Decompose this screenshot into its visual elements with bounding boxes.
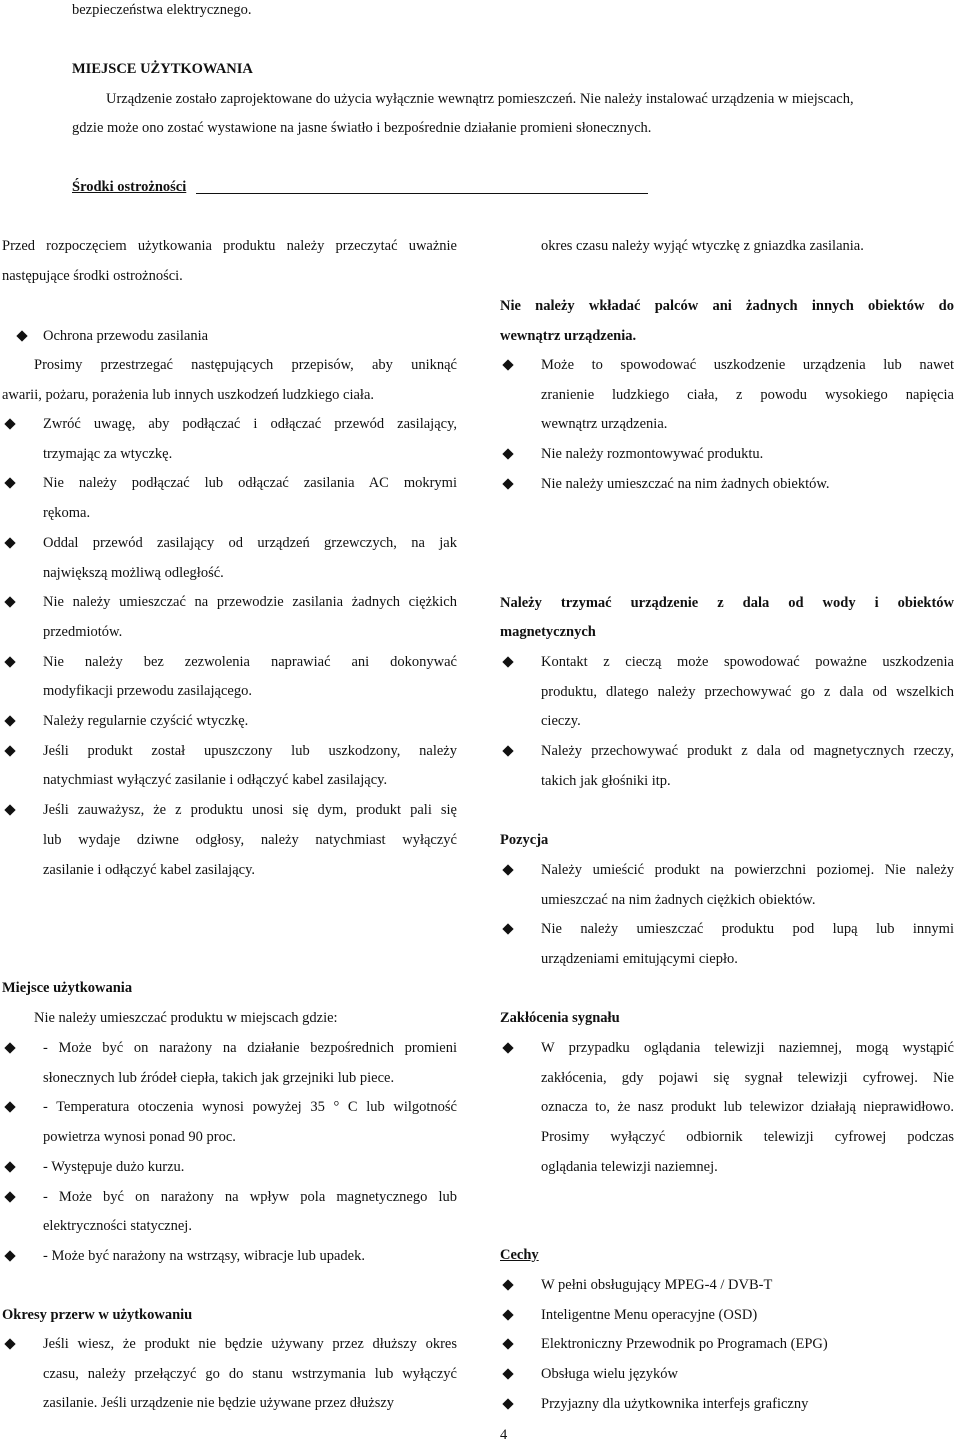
pozycja-item-0-line-1: umieszczać na nim żadnych ciężkich obiektów. (541, 891, 816, 908)
power-cord-item-5-line-0: Należy regularnie czyścić wtyczkę. (43, 713, 249, 729)
woda-item-0-line-1: produktu, dlatego należy przechowywać go z dala od wszelkich (541, 683, 954, 700)
power-cord-item-7-line-1: lub wydaje dziwne odgłosy, należy natychmiast wyłączyć (43, 831, 457, 848)
mu-bullet-icon (4, 1042, 16, 1054)
intro-line-2: następujące środki ostrożności. (2, 268, 183, 284)
mu-item-3-line-0: - Może być on narażony na wpływ pola magnetycznego lub (43, 1188, 457, 1205)
cechy-item-0-line-0: W pełni obsługujący MPEG-4 / DVB-T (541, 1277, 773, 1293)
power-cord-item-0-line-1: trzymając za wtyczkę. (43, 445, 173, 462)
zaklocenia-title: Zakłócenia sygnału (500, 1010, 620, 1026)
woda-title-line-2: magnetycznych (500, 624, 596, 640)
power-cord-item-4-line-0: Nie należy bez zezwolenia naprawiać ani dokonywać (43, 653, 457, 670)
page-number: 4 (500, 1427, 508, 1443)
ochrona-para-line-1: Prosimy przestrzegać następujących przepisów, aby uniknąć (34, 357, 457, 373)
okresy-title: Okresy przerw w użytkowaniu (2, 1307, 193, 1323)
woda-bullet-icon (502, 745, 514, 757)
mu-item-3-line-1: elektryczności statycznej. (43, 1218, 192, 1235)
mu-intro: Nie należy umieszczać produktu w miejscach gdzie: (34, 1010, 338, 1026)
top-line: bezpieczeństwa elektrycznego. (72, 2, 252, 18)
woda-item-1-line-1: takich jak głośniki itp. (541, 772, 671, 789)
power-cord-item-7-line-0: Jeśli zauważysz, że z produktu unosi się dym, produkt pali się (43, 802, 457, 819)
cechy-title: Cechy (500, 1247, 539, 1263)
zaklocenia-item-0-line-1: zakłócenia, gdy pojawi się sygnał telewizji cyfrowej. Nie (541, 1069, 954, 1086)
palcow-item-0-line-0: Może to spowodować uszkodzenie urządzenia lub nawet (541, 357, 954, 373)
power-cord-bullet-icon (4, 537, 16, 549)
pozycja-bullet-icon (502, 864, 514, 876)
palcow-bullet-icon (502, 478, 514, 490)
cechy-bullet-icon (502, 1309, 514, 1321)
pozycja-title: Pozycja (500, 832, 549, 848)
power-cord-item-1-line-1: rękoma. (43, 505, 91, 522)
zaklocenia-item-0-line-2: oznacza to, że nasz produkt lub telewizor działają nieprawidłowo. (541, 1099, 954, 1116)
mu-item-1-line-0: - Temperatura otoczenia wynosi powyżej 35 ° C lub wilgotność (43, 1099, 457, 1116)
mu-item-1-line-1: powietrza wynosi ponad 90 proc. (43, 1129, 236, 1146)
power-cord-bullet-icon (4, 596, 16, 608)
okresy-item-0-line-2: zasilanie. Jeśli urządzenie nie będzie używane przez dłuższy (43, 1395, 395, 1412)
okresy-item-0-line-0: Jeśli wiesz, że produkt nie będzie używany przez dłuższy okres (43, 1336, 457, 1352)
mu-bullet-icon (4, 1161, 16, 1173)
palcow-bullet-icon (502, 448, 514, 460)
ochrona-bullet-icon (16, 330, 28, 342)
palcow-item-0-line-1: zranienie ludzkiego ciała, z powodu wysokiego napięcia (541, 386, 954, 403)
power-cord-item-0-line-0: Zwróć uwagę, aby podłączać i odłączać przewód zasilający, (43, 416, 457, 432)
woda-item-1-line-0: Należy przechowywać produkt z dala od magnetycznych rzeczy, (541, 743, 954, 760)
cechy-bullet-icon (502, 1279, 514, 1291)
woda-title-line-1: Należy trzymać urządzenie z dala od wody i obiektów (500, 595, 954, 611)
mu-item-4-line-0: - Może być narażony na wstrząsy, wibracje lub upadek. (43, 1247, 365, 1264)
power-cord-item-2-line-0: Oddal przewód zasilający od urządzeń grzewczych, na jak (43, 534, 457, 551)
srodki-title: Środki ostrożności (72, 179, 187, 195)
cechy-item-4-line-0: Przyjazny dla użytkownika interfejs graficzny (541, 1395, 809, 1412)
pozycja-item-0-line-0: Należy umieścić produkt na powierzchni poziomej. Nie należy (541, 862, 954, 878)
palcow-item-1-line-0: Nie należy rozmontowywać produktu. (541, 446, 764, 463)
mu-bullet-icon (4, 1191, 16, 1203)
zaklocenia-item-0-line-4: oglądania telewizji naziemnej. (541, 1158, 718, 1175)
power-cord-item-1-line-0: Nie należy podłączać lub odłączać zasilania AC mokrymi (43, 475, 457, 492)
power-cord-item-3-line-0: Nie należy umieszczać na przewodzie zasilania żadnych ciężkich (43, 594, 457, 611)
mu-title: Miejsce użytkowania (2, 980, 133, 996)
power-cord-bullet-icon (4, 418, 16, 430)
cechy-item-1-line-0: Inteligentne Menu operacyjne (OSD) (541, 1306, 758, 1323)
cechy-bullet-icon (502, 1368, 514, 1380)
power-cord-bullet-icon (4, 804, 16, 816)
miejsce-para-line-2: gdzie może ono zostać wystawione na jasne światło i bezpośrednie działanie promieni słonecznych. (72, 120, 652, 136)
okresy-item-0-line-1: czasu, należy przełączyć go do stanu wstrzymania lub wyłączyć (43, 1365, 457, 1382)
power-cord-bullet-icon (4, 715, 16, 727)
miejsce-title: MIEJSCE UŻYTKOWANIA (72, 61, 253, 77)
intro-line-1: Przed rozpoczęciem użytkowania produktu należy przeczytać uważnie (2, 238, 457, 254)
mu-bullet-icon (4, 1250, 16, 1262)
zaklocenia-item-0-line-0: W przypadku oglądania telewizji naziemnej, mogą wystąpić (541, 1040, 954, 1056)
palcow-title-line-2: wewnątrz urządzenia. (500, 328, 637, 344)
pozycja-bullet-icon (502, 923, 514, 935)
power-cord-bullet-icon (4, 745, 16, 757)
woda-item-0-line-2: cieczy. (541, 713, 581, 730)
palcow-item-2-line-0: Nie należy umieszczać na nim żadnych obiektów. (541, 475, 830, 492)
woda-bullet-icon (502, 656, 514, 668)
cont-line: okres czasu należy wyjąć wtyczkę z gniazdka zasilania. (541, 238, 864, 254)
pozycja-item-1-line-0: Nie należy umieszczać produktu pod lupą lub innymi (541, 921, 954, 938)
power-cord-item-2-line-1: największą możliwą odległość. (43, 564, 224, 581)
power-cord-item-4-line-1: modyfikacji przewodu zasilającego. (43, 683, 252, 700)
zaklocenia-bullet-icon (502, 1042, 514, 1054)
power-cord-item-7-line-2: zasilanie i odłączyć kabel zasilający. (43, 861, 256, 878)
cechy-item-2-line-0: Elektroniczny Przewodnik po Programach (EPG) (541, 1336, 828, 1353)
mu-item-0-line-1: słonecznych lub źródeł ciepła, takich jak grzejniki lub piece. (43, 1069, 395, 1086)
palcow-title-line-1: Nie należy wkładać palców ani żadnych innych obiektów do (500, 298, 954, 314)
mu-item-2-line-0: - Występuje dużo kurzu. (43, 1158, 185, 1175)
zaklocenia-item-0-line-3: Prosimy wyłączyć odbiornik telewizji cyfrowej podczas (541, 1129, 954, 1146)
power-cord-item-6-line-1: natychmiast wyłączyć zasilanie i odłączyć kabel zasilający. (43, 772, 388, 789)
cechy-bullet-icon (502, 1338, 514, 1350)
power-cord-item-3-line-1: przedmiotów. (43, 623, 123, 640)
cechy-item-3-line-0: Obsługa wielu języków (541, 1366, 678, 1383)
srodki-rule (196, 193, 648, 194)
mu-bullet-icon (4, 1101, 16, 1113)
ochrona-title: Ochrona przewodu zasilania (43, 328, 209, 344)
cechy-bullet-icon (502, 1398, 514, 1410)
power-cord-bullet-icon (4, 477, 16, 489)
miejsce-para-line-1: Urządzenie zostało zaprojektowane do użycia wyłącznie wewnątrz pomieszczeń. Nie należy instalować urządzenia w miejscach, (106, 91, 854, 107)
power-cord-bullet-icon (4, 656, 16, 668)
power-cord-item-6-line-0: Jeśli produkt został upuszczony lub uszkodzony, należy (43, 742, 457, 759)
mu-item-0-line-0: - Może być on narażony na działanie bezpośrednich promieni (43, 1040, 457, 1056)
woda-item-0-line-0: Kontakt z cieczą może spowodować poważne uszkodzenia (541, 654, 954, 670)
palcow-bullet-icon (502, 359, 514, 371)
pozycja-item-1-line-1: urządzeniami emitującymi ciepło. (541, 951, 738, 968)
okresy-bullet-icon (4, 1338, 16, 1350)
palcow-item-0-line-2: wewnątrz urządzenia. (541, 416, 668, 433)
ochrona-para-line-2: awarii, pożaru, porażenia lub innych uszkodzeń ludzkiego ciała. (2, 387, 375, 403)
